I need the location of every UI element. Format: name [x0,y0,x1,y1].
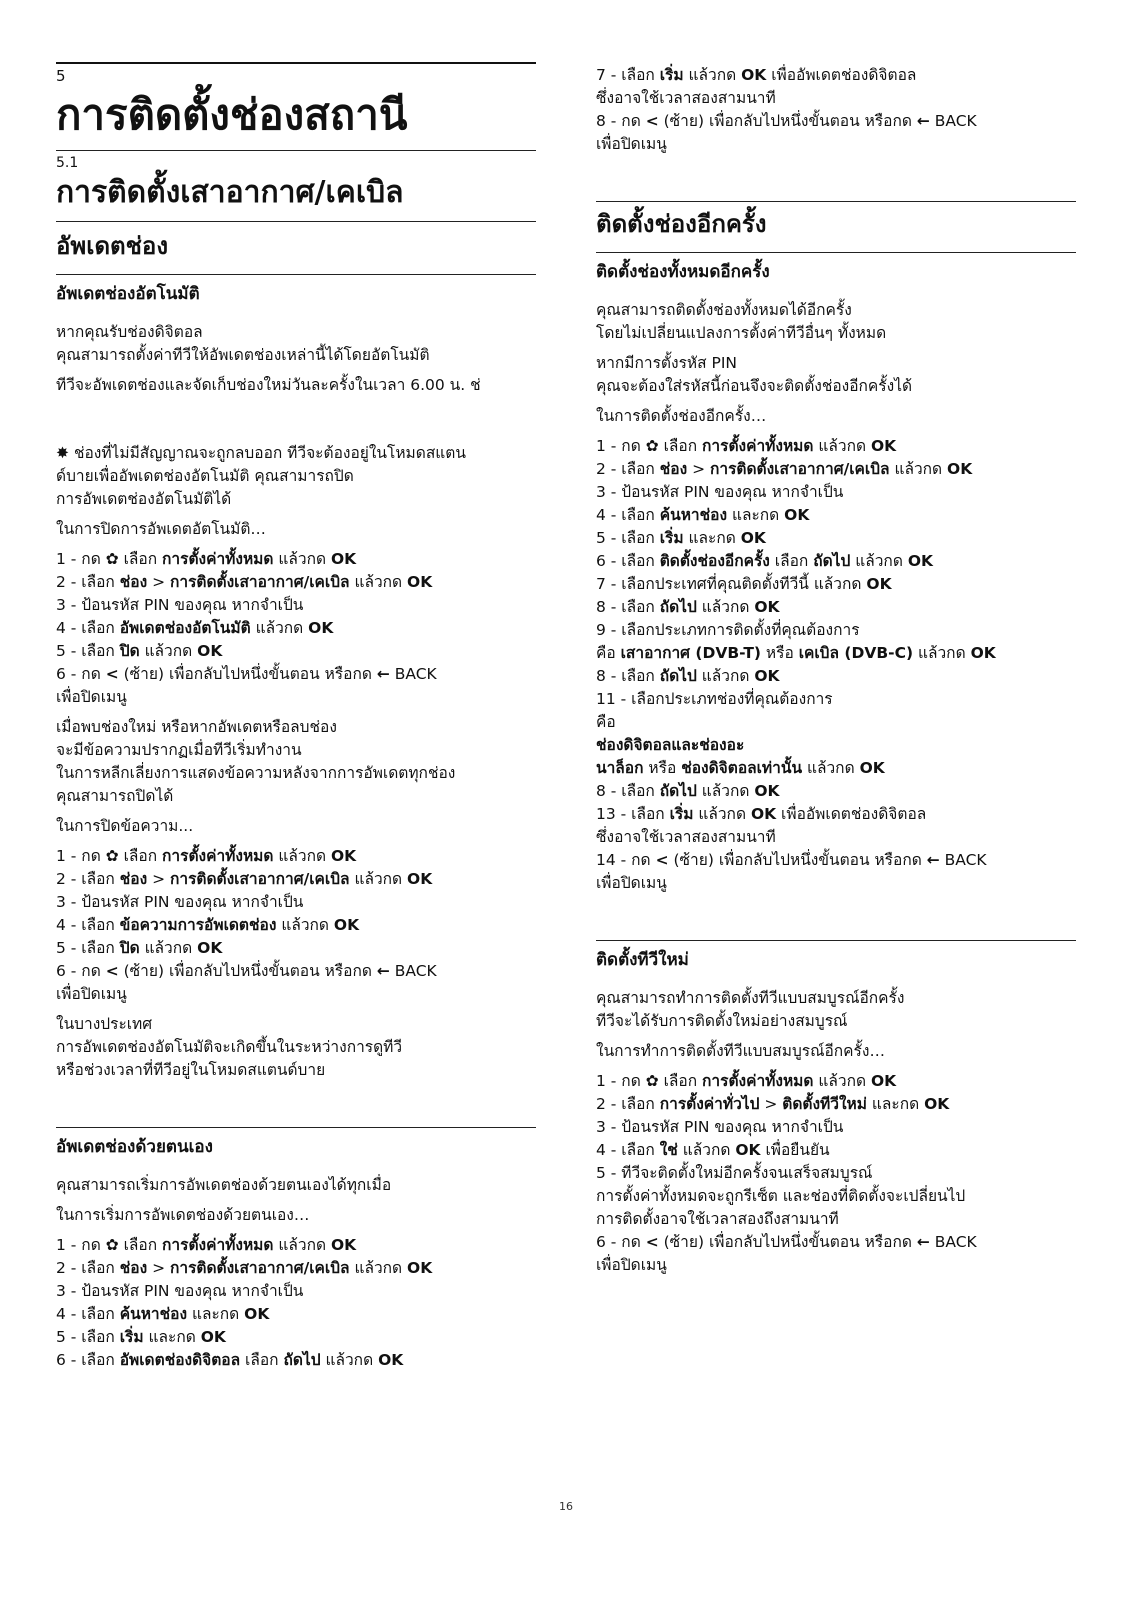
text-fragment: คุณสามารถทำการติดตั้งทีวีแบบสมบูรณ์อีกครั้ง [596,989,905,1007]
text-fragment: แล้วกด [139,939,198,957]
step: เพื่อปิดเมนู [56,688,127,706]
auto-rule [56,274,536,275]
text-fragment: แล้วกด [850,552,908,570]
bold-text: เริ่ม [659,66,684,84]
chevron-left-icon: < [645,112,659,130]
step: ซึ่งอาจใช้เวลาสองสามนาที [596,828,776,846]
bold-text: การตั้งค่าทั้งหมด [162,1236,274,1254]
text-fragment: (ซ้าย) เพื่อกลับไปหนึ่งขั้นตอน หรือกด [658,1233,917,1251]
text-fragment: > [687,460,710,478]
bold-text: ช่อง [119,870,148,888]
chapter-title: การติดตั้งช่องสถานี [56,90,408,139]
text-line: หากคุณรับช่องดิจิตอล [56,323,203,341]
text-fragment: และกด [187,1305,245,1323]
step [596,1070,1076,1093]
text-fragment: แล้วกด [683,66,742,84]
text-fragment: 4 - เลือก [596,506,660,524]
chevron-left-icon: < [105,665,119,683]
reinstall-all-rule [596,252,1076,253]
bold-text: OK [859,759,885,777]
text-fragment: BACK [929,1233,977,1251]
bold-text: OK [784,506,810,524]
text-fragment: แล้วกด [677,1141,736,1159]
bold-text: OK [407,870,433,888]
text-fragment: แล้วกด [273,550,331,568]
text-line: ด์บายเพื่ออัพเดตช่องอัตโนมัติ คุณสามารถปิด [56,467,354,485]
step: 3 - ป้อนรหัส PIN ของคุณ หากจำเป็น [596,483,844,501]
bold-text: ถัดไป [659,598,697,616]
step [596,734,1076,757]
back-arrow-icon: ← [926,851,940,869]
chevron-left-icon: < [655,851,669,869]
text-fragment: 2 - เลือก [56,870,120,888]
text-fragment: 5 - เลือก [596,529,660,547]
bold-text: การติดตั้งเสาอากาศ/เคเบิล [169,870,350,888]
text-fragment: โดยไม่เปลี่ยนแปลงการตั้งค่าทีวีอื่นๆ ทั้งหมด [596,324,887,342]
bold-text: ถัดไป [659,667,697,685]
step [56,1234,536,1257]
bold-text: ช่อง [659,460,688,478]
text-fragment: แล้วกด [276,916,334,934]
text-fragment: หากมีการตั้งรหัส PIN [596,354,738,372]
bold-text: OK [330,847,357,865]
step [56,617,536,640]
bold-text: OK [754,667,780,685]
text-fragment: 5 - เลือก [56,1328,120,1346]
step [596,849,1076,872]
step [596,596,1076,619]
text-fragment: และกด [727,506,785,524]
text-fragment: 6 - กด [596,1233,646,1251]
step [596,1139,1076,1162]
step [596,504,1076,527]
text-fragment: 5 - เลือก [56,939,120,957]
paragraph [56,442,536,511]
bold-text: OK [947,460,973,478]
text-fragment: แล้วกด [273,1236,331,1254]
text-fragment: 6 - เลือก [596,552,660,570]
text-fragment: 4 - เลือก [596,1141,660,1159]
paragraph: คุณสามารถเริ่มการอัพเดตช่องด้วยตนเองได้ทุกเมื่อ [56,1176,392,1194]
bold-text: OK [330,550,357,568]
bold-text: ช่อง [119,573,148,591]
text-fragment: แล้วกด [696,598,755,616]
bold-text: ข้อความการอัพเดตช่อง [119,916,277,934]
step [56,548,536,571]
step [56,914,536,937]
text-fragment: > [147,1259,170,1277]
bold-text: OK [735,1141,761,1159]
bold-text: OK [244,1305,270,1323]
text-fragment: 1 - กด [56,550,106,568]
gear-icon: ✿ [105,847,119,865]
text-fragment: แล้วกด [349,573,408,591]
bold-text: OK [407,573,433,591]
text-fragment: > [147,573,170,591]
bold-text: OK [197,642,223,660]
step [56,960,536,983]
text-fragment: 5 - เลือก [56,642,120,660]
back-arrow-icon: ← [376,962,390,980]
text-fragment: 6 - กด [56,665,106,683]
step [596,550,1076,573]
paragraph [56,321,536,367]
text-line: การอัพเดตช่องอัตโนมัติได้ [56,490,232,508]
text-fragment: ในบางประเทศ [56,1015,153,1033]
bold-text: ค้นหาช่อง [659,506,728,524]
step-list [56,1234,536,1372]
reinstall-all-heading: ติดตั้งช่องทั้งหมดอีกครั้ง [596,262,770,282]
paragraph: ในการทำการติดตั้งทีวีแบบสมบูรณ์อีกครั้ง… [596,1042,885,1060]
text-fragment: แล้วกด [696,667,755,685]
text-line: คุณสามารถตั้งค่าทีวีให้อัพเดตช่องเหล่านี้ได้โดยอัตโนมัติ [56,346,430,364]
bold-text: เริ่ม [669,805,694,823]
text-fragment: แล้วกด [802,759,860,777]
paragraph [56,1013,536,1082]
step [596,1093,1076,1116]
manual-update-heading: อัพเดตช่องด้วยตนเอง [56,1137,213,1157]
text-fragment: > [759,1095,783,1113]
step [596,458,1076,481]
step [596,573,1076,596]
gear-icon: ✿ [645,1072,659,1090]
step [596,64,1076,87]
text-fragment: 4 - เลือก [56,916,120,934]
step: การตั้งค่าทั้งหมดจะถูกรีเซ็ต และช่องที่ติดตั้งจะเปลี่ยนไป [596,1187,966,1205]
chevron-left-icon: < [645,1233,659,1251]
bold-text: OK [333,916,360,934]
paragraph: ในการปิดการอัพเดตอัตโนมัติ… [56,520,266,538]
paragraph [596,987,1076,1033]
bold-text: นาล็อก [596,759,644,777]
step [56,1349,536,1372]
text-fragment: > [147,870,170,888]
step-list [596,64,1076,156]
section-title: การติดตั้งเสาอากาศ/เคเบิล [56,175,404,210]
text-fragment: เลือก [658,1072,703,1090]
paragraph [56,716,536,808]
text-fragment: แล้วกด [349,870,408,888]
bold-text: OK [741,66,767,84]
step: 3 - ป้อนรหัส PIN ของคุณ หากจำเป็น [596,1118,844,1136]
left-column [56,62,536,1379]
bold-text: ปิด [119,939,140,957]
gear-icon: ✿ [645,437,659,455]
text-fragment: จะมีข้อความปรากฏเมื่อทีวีเริ่มทำงาน [56,741,302,759]
text-fragment: แล้วกด [693,805,751,823]
bold-text: เสาอากาศ (DVB-T) [620,644,761,662]
text-fragment: BACK [929,112,977,130]
bold-text: อัพเดตช่องดิจิตอล [119,1351,241,1369]
step-list [56,845,536,1006]
section-number: 5.1 [56,155,79,171]
step-list [56,548,536,709]
gear-icon: ✿ [105,550,119,568]
step [56,1326,536,1349]
paragraph: ในการติดตั้งช่องอีกครั้ง… [596,407,767,425]
text-fragment: คือ [596,644,621,662]
paragraph: ทีวีจะอัพเดตช่องและจัดเก็บช่องใหม่วันละครั้งในเวลา 6.00 น. ช่ [56,376,481,394]
text-fragment: 7 - เลือกประเทศที่คุณติดตั้งทีวีนี้ แล้วกด [596,575,867,593]
bold-text: OK [754,782,780,800]
text-fragment: 8 - เลือก [596,782,660,800]
text-fragment: 8 - กด [596,112,646,130]
bold-text: OK [378,1351,404,1369]
step [56,663,536,686]
text-fragment: แล้วกด [889,460,948,478]
bold-text: ช่อง [119,1259,148,1277]
step [56,1303,536,1326]
step-list [596,1070,1076,1277]
bold-text: เริ่ม [119,1328,144,1346]
text-fragment: 1 - กด [56,1236,106,1254]
text-fragment: เลือก [240,1351,284,1369]
text-fragment: แล้วกด [139,642,198,660]
text-fragment: 4 - เลือก [56,619,120,637]
manual-rule [56,1127,536,1128]
step [56,571,536,594]
paragraph: ในการเริ่มการอัพเดตช่องด้วยตนเอง… [56,1206,310,1224]
paragraph: ในการปิดข้อความ... [56,817,194,835]
text-fragment: (ซ้าย) เพื่อกลับไปหนึ่งขั้นตอน หรือกด [118,665,377,683]
text-line: ช่องที่ไม่มีสัญญาณจะถูกลบออก ทีวีจะต้องอยู่ในโหมดสแตน [73,444,466,462]
text-fragment: เพื่ออัพเดตช่องดิจิตอล [766,66,917,84]
text-fragment: 2 - เลือก [56,573,120,591]
text-fragment: และกด [866,1095,925,1113]
text-fragment: เพื่อยืนยัน [760,1141,830,1159]
text-fragment: 8 - เลือก [596,598,660,616]
step: 11 - เลือกประเภทช่องที่คุณต้องการ [596,690,833,708]
bold-text: OK [197,939,223,957]
bold-text: ถัดไป [813,552,851,570]
gear-icon: ✿ [105,1236,119,1254]
bold-text: ช่องดิจิตอลและช่องอะ [596,736,745,754]
bold-text: ใช่ [659,1141,678,1159]
step [56,640,536,663]
bold-text: ถัดไป [659,782,697,800]
bold-text: OK [870,1072,897,1090]
back-arrow-icon: ← [916,1233,930,1251]
step: เพื่อปิดเมนู [596,135,667,153]
bold-text: OK [907,552,933,570]
text-fragment: เมื่อพบช่องใหม่ หรือหากอัพเดตหรือลบช่อง [56,718,337,736]
bold-text: OK [740,529,766,547]
bold-text: OK [750,805,777,823]
reinstall-tv-heading: ติดตั้งทีวีใหม่ [596,950,689,970]
chevron-left-icon: < [105,962,119,980]
step: 3 - ป้อนรหัส PIN ของคุณ หากจำเป็น [56,893,304,911]
text-fragment: 8 - เลือก [596,667,660,685]
right-column [596,64,1076,1284]
bold-text: ติดตั้งช่องอีกครั้ง [659,552,770,570]
bold-text: ถัดไป [283,1351,321,1369]
chapter-rule [56,62,536,64]
text-fragment: 4 - เลือก [56,1305,120,1323]
text-fragment: 1 - กด [596,1072,646,1090]
step [596,1231,1076,1254]
step: 3 - ป้อนรหัส PIN ของคุณ หากจำเป็น [56,596,304,614]
bold-text: OK [200,1328,226,1346]
section-rule [56,150,536,151]
update-channels-heading: อัพเดตช่อง [56,232,169,260]
reinstall-rule [596,201,1076,202]
sparkle-icon: ✸ [56,444,69,462]
text-fragment: คุณสามารถติดตั้งช่องทั้งหมดได้อีกครั้ง [596,301,852,319]
step [596,803,1076,826]
auto-update-heading: อัพเดตช่องอัตโนมัติ [56,284,200,304]
back-arrow-icon: ← [916,112,930,130]
text-fragment: 6 - กด [56,962,106,980]
bold-text: OK [754,598,780,616]
text-fragment: เลือก [118,847,163,865]
spacer [56,1089,536,1127]
step-list [596,435,1076,895]
text-fragment: แล้วกด [813,1072,871,1090]
spacer [596,902,1076,940]
step: 5 - ทีวีจะติดตั้งใหม่อีกครั้งจนเสร็จสมบูรณ์ [596,1164,873,1182]
text-fragment: 1 - กด [596,437,646,455]
bold-text: OK [970,644,996,662]
text-fragment: 2 - เลือก [596,460,660,478]
text-fragment: เลือก [118,1236,163,1254]
reinstall-heading: ติดตั้งช่องอีกครั้ง [596,210,767,238]
step: เพื่อปิดเมนู [596,874,667,892]
bold-text: ติดตั้งทีวีใหม่ [782,1095,867,1113]
bold-text: OK [924,1095,950,1113]
step [596,780,1076,803]
text-fragment: 1 - กด [56,847,106,865]
text-fragment: 7 - เลือก [596,66,660,84]
paragraph [596,352,1076,398]
text-fragment: แล้วกด [273,847,331,865]
text-fragment: 2 - เลือก [596,1095,660,1113]
bold-text: เคเบิล (DVB-C) [798,644,914,662]
bold-text: การตั้งค่าทั้งหมด [162,550,274,568]
text-fragment: BACK [939,851,987,869]
reinstall-tv-rule [596,940,1076,941]
text-fragment: ในการหลีกเลี่ยงการแสดงข้อความหลังจากการอัพเดตทุกช่อง [56,764,456,782]
text-fragment: คุณสามารถปิดได้ [56,787,174,805]
text-fragment: หรือ [760,644,799,662]
text-fragment: แล้วกด [696,782,755,800]
bold-text: OK [308,619,334,637]
text-fragment: (ซ้าย) เพื่อกลับไปหนึ่งขั้นตอน หรือกด [658,112,917,130]
text-fragment: (ซ้าย) เพื่อกลับไปหนึ่งขั้นตอน หรือกด [668,851,927,869]
step: ซึ่งอาจใช้เวลาสองสามนาที [596,89,776,107]
text-fragment: เพื่ออัพเดตช่องดิจิตอล [776,805,927,823]
bold-text: OK [866,575,892,593]
text-fragment: และกด [683,529,741,547]
step: คือ [596,713,616,731]
text-fragment: แล้วกด [349,1259,408,1277]
step: 3 - ป้อนรหัส PIN ของคุณ หากจำเป็น [56,1282,304,1300]
bold-text: อัพเดตช่องอัตโนมัติ [119,619,251,637]
bold-text: OK [330,1236,357,1254]
page-number: 16 [559,1500,573,1513]
text-fragment: แล้วกด [250,619,309,637]
bold-text: การตั้งค่าทั้งหมด [702,437,814,455]
text-fragment: 6 - เลือก [56,1351,120,1369]
text-fragment: แล้วกด [320,1351,379,1369]
step: 9 - เลือกประเภทการติดตั้งที่คุณต้องการ [596,621,860,639]
text-fragment: แล้วกด [913,644,971,662]
bold-text: การติดตั้งเสาอากาศ/เคเบิล [169,1259,350,1277]
text-fragment: เลือก [118,550,163,568]
bold-text: OK [870,437,897,455]
bold-text: การตั้งค่าทั้งหมด [162,847,274,865]
step: การติดตั้งอาจใช้เวลาสองถึงสามนาที [596,1210,839,1228]
text-fragment: BACK [389,665,437,683]
step [596,642,1076,665]
bold-text: การติดตั้งเสาอากาศ/เคเบิล [709,460,890,478]
step [596,527,1076,550]
text-fragment: 13 - เลือก [596,805,670,823]
step [596,665,1076,688]
text-fragment: (ซ้าย) เพื่อกลับไปหนึ่งขั้นตอน หรือกด [118,962,377,980]
bold-text: ค้นหาช่อง [119,1305,188,1323]
step: เพื่อปิดเมนู [596,1256,667,1274]
bold-text: การตั้งค่าทั่วไป [659,1095,760,1113]
spacer [56,404,536,442]
step: เพื่อปิดเมนู [56,985,127,1003]
step [56,845,536,868]
step [56,868,536,891]
text-fragment: หรือช่วงเวลาที่ทีวีอยู่ในโหมดสแตนด์บาย [56,1061,326,1079]
bold-text: การตั้งค่าทั้งหมด [702,1072,814,1090]
text-fragment: เลือก [769,552,814,570]
bold-text: ปิด [119,642,140,660]
bold-text: การติดตั้งเสาอากาศ/เคเบิล [169,573,350,591]
text-fragment: แล้วกด [813,437,871,455]
bold-text: OK [407,1259,433,1277]
back-arrow-icon: ← [376,665,390,683]
chapter-number: 5 [56,67,66,85]
spacer [596,163,1076,201]
step [596,435,1076,458]
text-fragment: 14 - กด [596,851,656,869]
text-fragment: และกด [143,1328,201,1346]
step [56,1257,536,1280]
step [596,757,1076,780]
text-fragment: คุณจะต้องใส่รหัสนี้ก่อนจึงจะติดตั้งช่องอีกครั้งได้ [596,377,913,395]
bold-text: เริ่ม [659,529,684,547]
text-fragment: เลือก [658,437,703,455]
text-fragment: 2 - เลือก [56,1259,120,1277]
step [56,937,536,960]
text-fragment: BACK [389,962,437,980]
text-fragment: หรือ [643,759,682,777]
text-fragment: การอัพเดตช่องอัตโนมัติจะเกิดขึ้นในระหว่างการดูทีวี [56,1038,403,1056]
update-rule [56,221,536,222]
bold-text: ช่องดิจิตอลเท่านั้น [681,759,803,777]
paragraph [596,299,1076,345]
step [596,110,1076,133]
text-fragment: ทีวีจะได้รับการติดตั้งใหม่อย่างสมบูรณ์ [596,1012,848,1030]
